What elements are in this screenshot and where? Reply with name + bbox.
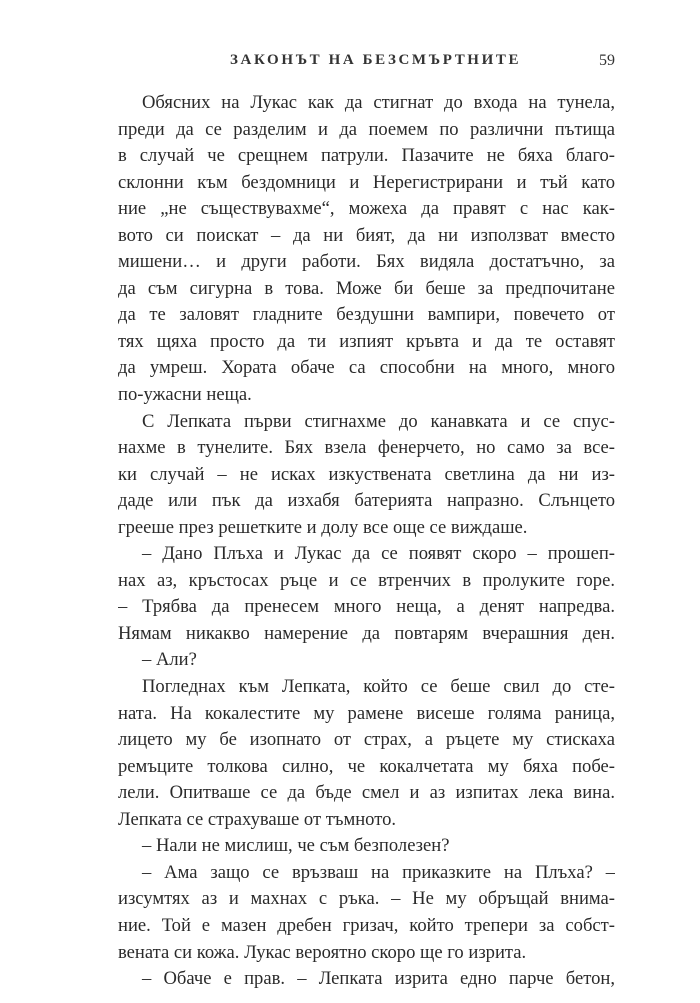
text-line: да те заловят гладните бездушни вампири, повечето от xyxy=(118,304,615,326)
text-line: тях щяха просто да ти изпият кръвта и да те оставят xyxy=(118,330,615,352)
text-line: вото си поискат – да ни бият, да ни използват вместо xyxy=(118,224,615,246)
text-line: ние. Той е мазен дребен гризач, който трепери за собст- xyxy=(118,914,615,936)
page-number: 59 xyxy=(599,52,615,69)
text-line: да умреш. Хората обаче са способни на много, много xyxy=(118,357,615,379)
text-line: – Трябва да пренесем много неща, а денят напредва. xyxy=(118,596,615,618)
page-header xyxy=(118,52,615,76)
text-line: – Ама защо се връзваш на приказките на Плъха? – xyxy=(142,861,615,883)
text-line: – Али? xyxy=(142,649,197,671)
text-line: лицето му бе изопнато от страх, а ръцете му стискаха xyxy=(118,729,615,751)
text-line: даде или пък да изхабя батерията напразно. Слънцето xyxy=(118,490,615,512)
body-text xyxy=(118,90,615,993)
text-line: изсумтях аз и махнах с ръка. – Не му обръщай внима- xyxy=(118,888,615,910)
text-line: нахме в тунелите. Бях взела фенерчето, но само за все- xyxy=(118,437,615,459)
text-line: – Обаче е прав. – Лепката изрита едно парче бетон, xyxy=(142,968,615,990)
text-line: лели. Опитваше се да бъде смел и аз изпитах лека вина. xyxy=(118,782,615,804)
text-line: склонни към бездомници и Нерегистрирани и тъй като xyxy=(118,171,615,193)
text-line: ки случай – не исках изкуствената светлина да ни из- xyxy=(118,463,615,485)
text-line: Лепката се страхуваше от тъмното. xyxy=(118,808,397,830)
text-line: – Нали не мислиш, че съм безполезен? xyxy=(142,835,450,857)
text-line: да съм сигурна в това. Може би беше за предпочитане xyxy=(118,277,615,299)
text-line: нах аз, кръстосах ръце и се втренчих в пролуките горе. xyxy=(118,569,615,591)
text-line: Нямам никакво намерение да повтарям вчерашния ден. xyxy=(118,622,615,644)
text-line: в случай че срещнем патрули. Пазачите не бяха благо- xyxy=(118,145,615,167)
text-line: ние „не съществувахме“, можеха да правят с нас как- xyxy=(118,198,615,220)
text-line: Обясних на Лукас как да стигнат до входа на тунела, xyxy=(142,92,615,113)
text-line: С Лепката първи стигнахме до канавката и се спус- xyxy=(142,410,615,432)
running-title: ЗАКОНЪТ НА БЕЗСМЪРТНИТЕ xyxy=(230,52,522,68)
text-line: преди да се разделим и да поемем по различни пътища xyxy=(118,118,615,140)
text-line: – Дано Плъха и Лукас да се появят скоро – прошеп- xyxy=(142,543,615,565)
text-line: ремъците толкова силно, че кокалчетата му бяха побе- xyxy=(118,755,615,777)
text-line: мишени… и други работи. Бях видяла достатъчно, за xyxy=(118,251,615,273)
text-line: по-ужасни неща. xyxy=(118,384,252,406)
text-line: грееше през решетките и долу все още се виждаше. xyxy=(118,516,528,538)
text-line: ната. На кокалестите му рамене висеше голяма раница, xyxy=(118,702,615,724)
text-line: вената си кожа. Лукас вероятно скоро ще го изрита. xyxy=(118,941,527,963)
text-line: Погледнах към Лепката, който се беше свил до сте- xyxy=(142,676,615,698)
